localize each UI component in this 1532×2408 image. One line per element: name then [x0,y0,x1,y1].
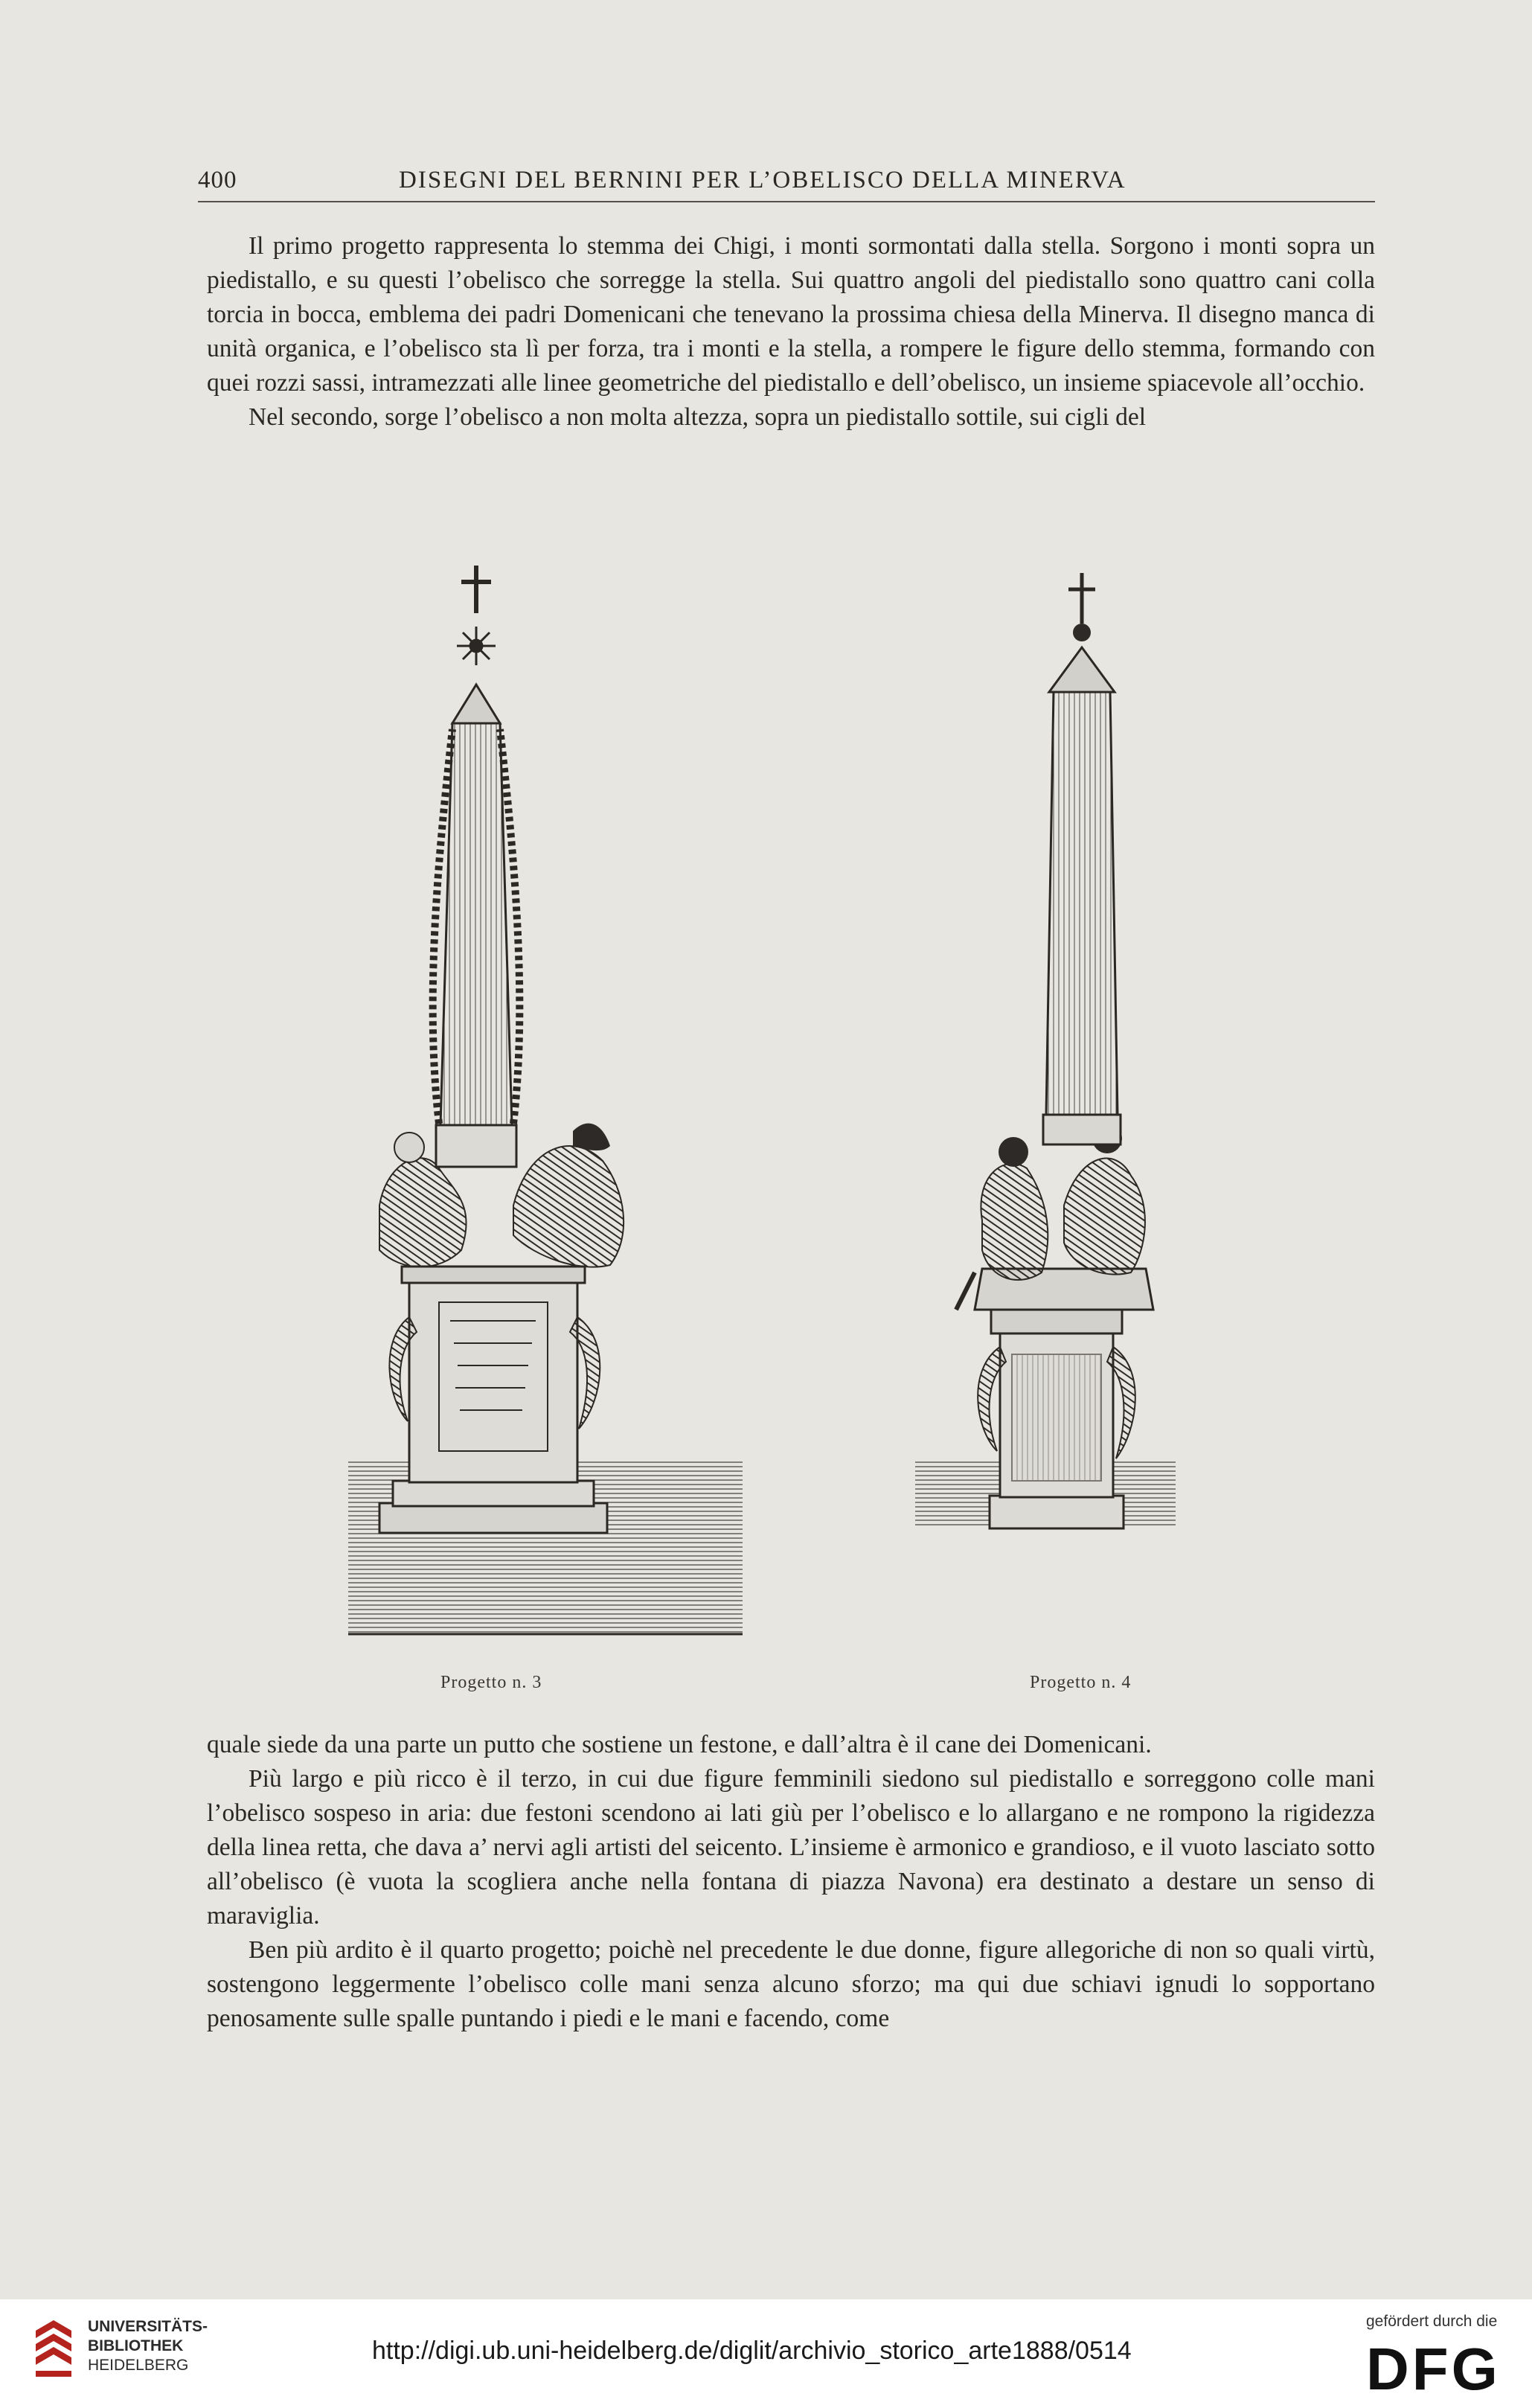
obelisk-drawing-4 [915,573,1176,1528]
library-name-line: HEIDELBERG [88,2357,189,2374]
paragraph: quale siede da una parte un putto che sostiene un festone, e dall’altra è il cane dei Domenicani. [207,1731,1152,1758]
university-library-logo-icon [30,2316,77,2390]
running-title: DISEGNI DEL BERNINI PER L’OBELISCO DELLA MINERVA [399,167,1126,193]
body-text-top [207,229,1375,435]
figure-caption-4: Progetto n. 4 [1030,1673,1132,1692]
paragraph: Più largo e più ricco è il terzo, in cui due figure femminili siedono sul piedistallo e sorreggono colle mani l’obelisco sospeso in aria: due festoni scendono ai lati giù per l’obelisco e lo allargano e ne rompono la rigidezza della linea retta, che dava a’ nervi agli artisti del seicento. L’insieme è armonico e grandioso, e il vuoto lasciato sotto all’obelisco (è vuota la scogliera anche nella fontana di piazza Navona) era destinato a destare un senso di maraviglia. [207,1765,1375,1930]
paragraph: Nel secondo, sorge l’obelisco a non molta altezza, sopra un piedistallo sottile, sui cigli del [249,403,1147,431]
engraving-illustrations [327,536,1220,1682]
page-number: 400 [198,167,237,193]
paragraph: Ben più ardito è il quarto progetto; poichè nel precedente le due donne, figure allegoriche di non so quali virtù, sostengono leggermente l’obelisco colle mani senza alcuno sforzo; ma qui due schiavi ignudi lo sopportano penosamente sulle spalle puntando i piedi e le mani e facendo, come [207,1936,1375,2032]
viewer-footer [0,2299,1532,2408]
body-text-bottom [207,1728,1375,2036]
library-name [88,2317,208,2375]
source-link[interactable]: http://digi.ub.uni-heidelberg.de/diglit/archivio_storico_arte1888/0514 [372,2337,1132,2365]
dfg-logo: DFG [1366,2336,1501,2402]
figure-caption-3: Progetto n. 3 [440,1673,542,1692]
obelisk-drawing-3 [348,566,743,1634]
funding-label: gefördert durch die [1366,2313,1498,2330]
paragraph: Il primo progetto rappresenta lo stemma dei Chigi, i monti sormontati dalla stella. Sorgono i monti sopra un piedistallo, e su questi l’obelisco che sorregge la stella. Sui quattro angoli del piedistallo sono quattro cani colla torcia in bocca, emblema dei padri Domenicani che tenevano la prossima chiesa della Minerva. Il disegno manca di unità organica, e l’obelisco sta lì per forza, tra i monti e la stella, a rompere le figure dello stemma, formando con quei rozzi sassi, intramezzati alle linee geometriche del piedistallo e dell’obelisco, un insieme spiacevole all’occhio. [207,232,1375,397]
library-name-line: BIBLIOTHEK [88,2337,184,2354]
library-name-line: UNIVERSITÄTS- [88,2318,208,2335]
page-header [198,162,1375,202]
